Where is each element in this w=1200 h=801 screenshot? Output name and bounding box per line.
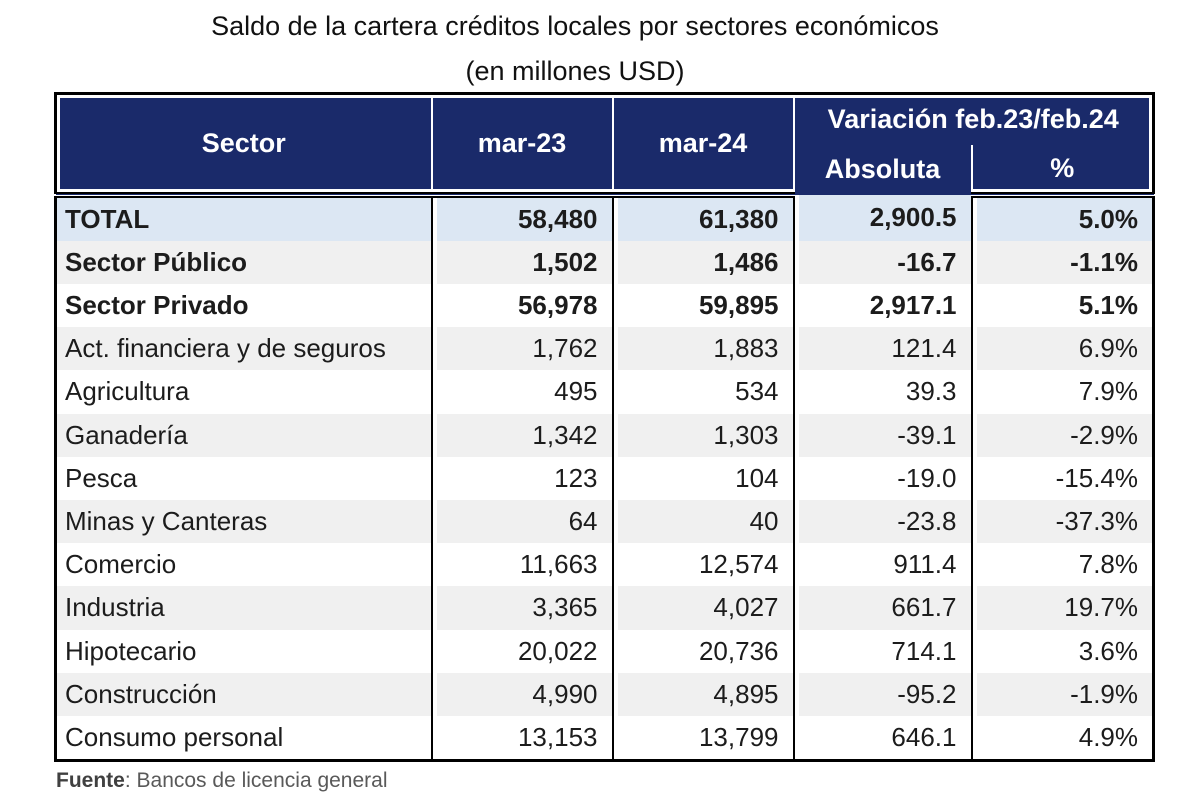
column-header-mar24: mar-24 [613,94,794,195]
chart-title: Saldo de la cartera créditos locales por sectores económicos [211,11,939,41]
cell-mar23: 11,663 [432,543,613,586]
header-row-top [56,94,1154,145]
cell-mar24: 4,027 [613,586,794,629]
table-row [56,284,1154,327]
cell-absoluta: 2,900.5 [794,195,972,241]
cell-percent: 7.9% [972,370,1154,413]
credit-sectors-table [54,92,1155,762]
cell-absoluta: 911.4 [794,543,972,586]
column-header-percent: % [972,145,1154,195]
cell-percent: 19.7% [972,586,1154,629]
cell-percent: 5.1% [972,284,1154,327]
cell-absoluta: 661.7 [794,586,972,629]
cell-mar23: 1,762 [432,327,613,370]
cell-mar24: 1,883 [613,327,794,370]
cell-percent: -15.4% [972,457,1154,500]
cell-mar23: 56,978 [432,284,613,327]
table-row [56,716,1154,761]
cell-mar23: 13,153 [432,716,613,761]
cell-sector: Agricultura [56,370,432,413]
cell-percent: 4.9% [972,716,1154,761]
cell-sector: Sector Privado [56,284,432,327]
column-header-absoluta: Absoluta [794,145,972,195]
table-row [56,414,1154,457]
cell-percent: 3.6% [972,630,1154,673]
column-header-sector: Sector [56,94,432,195]
table-row [56,543,1154,586]
table-header [56,94,1154,195]
cell-mar24: 40 [613,500,794,543]
cell-percent: 5.0% [972,195,1154,241]
cell-mar23: 123 [432,457,613,500]
cell-mar24: 4,895 [613,673,794,716]
cell-mar24: 534 [613,370,794,413]
cell-absoluta: -16.7 [794,241,972,284]
cell-percent: -37.3% [972,500,1154,543]
cell-mar23: 3,365 [432,586,613,629]
chart-subtitle: (en millones USD) [465,56,685,86]
cell-sector: Sector Público [56,241,432,284]
cell-mar24: 104 [613,457,794,500]
table-row [56,673,1154,716]
table-row [56,457,1154,500]
cell-mar23: 1,502 [432,241,613,284]
cell-percent: 6.9% [972,327,1154,370]
cell-absoluta: -95.2 [794,673,972,716]
cell-mar24: 13,799 [613,716,794,761]
table-row [56,500,1154,543]
cell-mar24: 20,736 [613,630,794,673]
cell-absoluta: 714.1 [794,630,972,673]
source-note [56,768,388,794]
table-row [56,327,1154,370]
cell-sector: Construcción [56,673,432,716]
cell-sector: Hipotecario [56,630,432,673]
column-header-variacion: Variación feb.23/feb.24 [794,94,1154,145]
cell-mar23: 495 [432,370,613,413]
cell-mar23: 20,022 [432,630,613,673]
cell-absoluta: 121.4 [794,327,972,370]
cell-sector: Act. financiera y de seguros [56,327,432,370]
table-row [56,195,1154,241]
column-header-mar23: mar-23 [432,94,613,195]
cell-percent: -2.9% [972,414,1154,457]
source-text: : Bancos de licencia general [124,769,388,792]
cell-sector: Ganadería [56,414,432,457]
cell-mar23: 64 [432,500,613,543]
cell-mar24: 12,574 [613,543,794,586]
cell-mar23: 58,480 [432,195,613,241]
table-row [56,586,1154,629]
cell-absoluta: -23.8 [794,500,972,543]
cell-absoluta: 39.3 [794,370,972,413]
table-row [56,630,1154,673]
source-label: Fuente [56,769,125,792]
cell-absoluta: -39.1 [794,414,972,457]
cell-absoluta: -19.0 [794,457,972,500]
cell-sector: Comercio [56,543,432,586]
cell-mar23: 4,990 [432,673,613,716]
cell-percent: -1.1% [972,241,1154,284]
cell-sector: Consumo personal [56,716,432,761]
table-body [56,195,1154,761]
cell-mar23: 1,342 [432,414,613,457]
cell-sector: TOTAL [56,195,432,241]
cell-mar24: 1,303 [613,414,794,457]
cell-sector: Industria [56,586,432,629]
cell-sector: Pesca [56,457,432,500]
cell-absoluta: 646.1 [794,716,972,761]
cell-percent: 7.8% [972,543,1154,586]
cell-mar24: 1,486 [613,241,794,284]
table-row [56,241,1154,284]
cell-sector: Minas y Canteras [56,500,432,543]
table-row [56,370,1154,413]
cell-percent: -1.9% [972,673,1154,716]
cell-mar24: 59,895 [613,284,794,327]
cell-mar24: 61,380 [613,195,794,241]
cell-absoluta: 2,917.1 [794,284,972,327]
